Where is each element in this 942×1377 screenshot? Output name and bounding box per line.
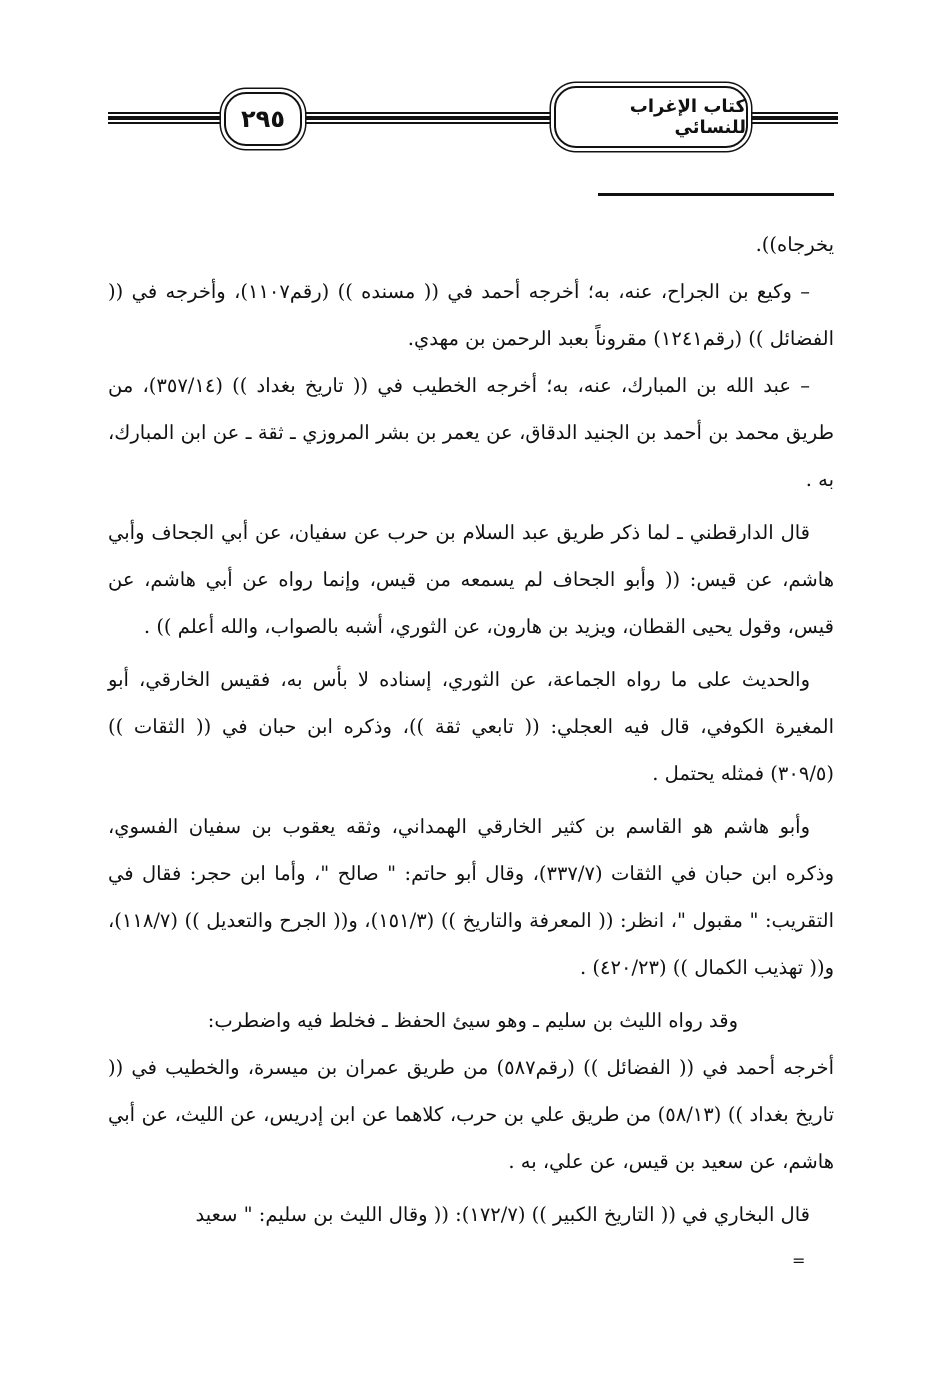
paragraph-hadith-isnad: والحديث على ما رواه الجماعة، عن الثوري، إسناده لا بأس به، فقيس الخارقي، أبو المغيرة الكوفي، قال فيه العجلي: (( تابعي ثقة ))، وذكره ابن حبان في (( الثقات )) (٣٠٩/٥) فمثله يحتمل . <box>108 668 834 785</box>
book-title: كتاب الإغراب للنسائي <box>554 86 748 148</box>
paragraph-layth: وقد رواه الليث بن سليم ـ وهو سيئ الحفظ ـ فخلط فيه واضطرب: <box>207 1009 738 1032</box>
page-header <box>108 84 838 150</box>
paragraph-bukhari: قال البخاري في (( التاريخ الكبير )) (١٧٢/٧): (( وقال الليث بن سليم: " سعيد <box>195 1203 810 1226</box>
paragraph-waki: – وكيع بن الجراح، عنه، به؛ أخرجه أحمد في (( مسنده )) (رقم١١٠٧)، وأخرجه في (( الفضائل )) (رقم١٢٤١) مقروناً بعبد الرحمن بن مهدي. <box>108 280 834 350</box>
header-rule-right <box>744 112 838 123</box>
header-rule-middle <box>288 112 560 123</box>
continuation-mark: = <box>792 1251 806 1270</box>
paragraph-ahmad-fadail: أخرجه أحمد في (( الفضائل )) (رقم٥٨٧) من طريق عمران بن ميسرة، والخطيب في (( تاريخ بغداد )) (٥٨/١٣) من طريق علي بن حرب، كلاهما عن ابن إدريس، عن الليث، عن أبي هاشم، عن سعيد بن قيس، عن علي، به . <box>108 1056 834 1173</box>
paragraph-ibn-almubarak: – عبد الله بن المبارك، عنه، به؛ أخرجه الخطيب في (( تاريخ بغداد )) (٣٥٧/١٤)، من طريق محمد بن أحمد بن الجنيد الدقاق، عن يعمر بن بشر المروزي ـ ثقة ـ عن ابن المبارك، به . <box>108 374 834 491</box>
paragraph-daraqutni: قال الدارقطني ـ لما ذكر طريق عبد السلام بن حرب عن سفيان، عن أبي الجحاف وأبي هاشم، عن قيس: (( وأبو الجحاف لم يسمعه من قيس، وإنما رواه عن أبي هاشم، عن قيس، وقول يحيى القطان، ويزيد بن هارون، عن الثوري، أشبه بالصواب، والله أعلم )) . <box>108 521 834 638</box>
page-number: ٢٩٥ <box>224 92 302 146</box>
paragraph-abu-hashim: وأبو هاشم هو القاسم بن كثير الخارقي الهمداني، وثقه يعقوب بن سفيان الفسوي، وذكره ابن حبان في الثقات (٣٣٧/٧)، وقال أبو حاتم: " صالح "، وأما ابن حجر: فقال في التقريب: " مقبول "، انظر: (( المعرفة والتاريخ )) (١٥١/٣)، و(( الجرح والتعديل )) (١١٨/٧)، و(( تهذيب الكمال )) (٤٢٠/٢٣) . <box>108 815 834 979</box>
footnote-separator-rule <box>598 193 834 196</box>
paragraph-continuation: يخرجاه)). <box>755 233 834 256</box>
body-text <box>108 221 834 1238</box>
header-rule-left <box>108 112 236 123</box>
